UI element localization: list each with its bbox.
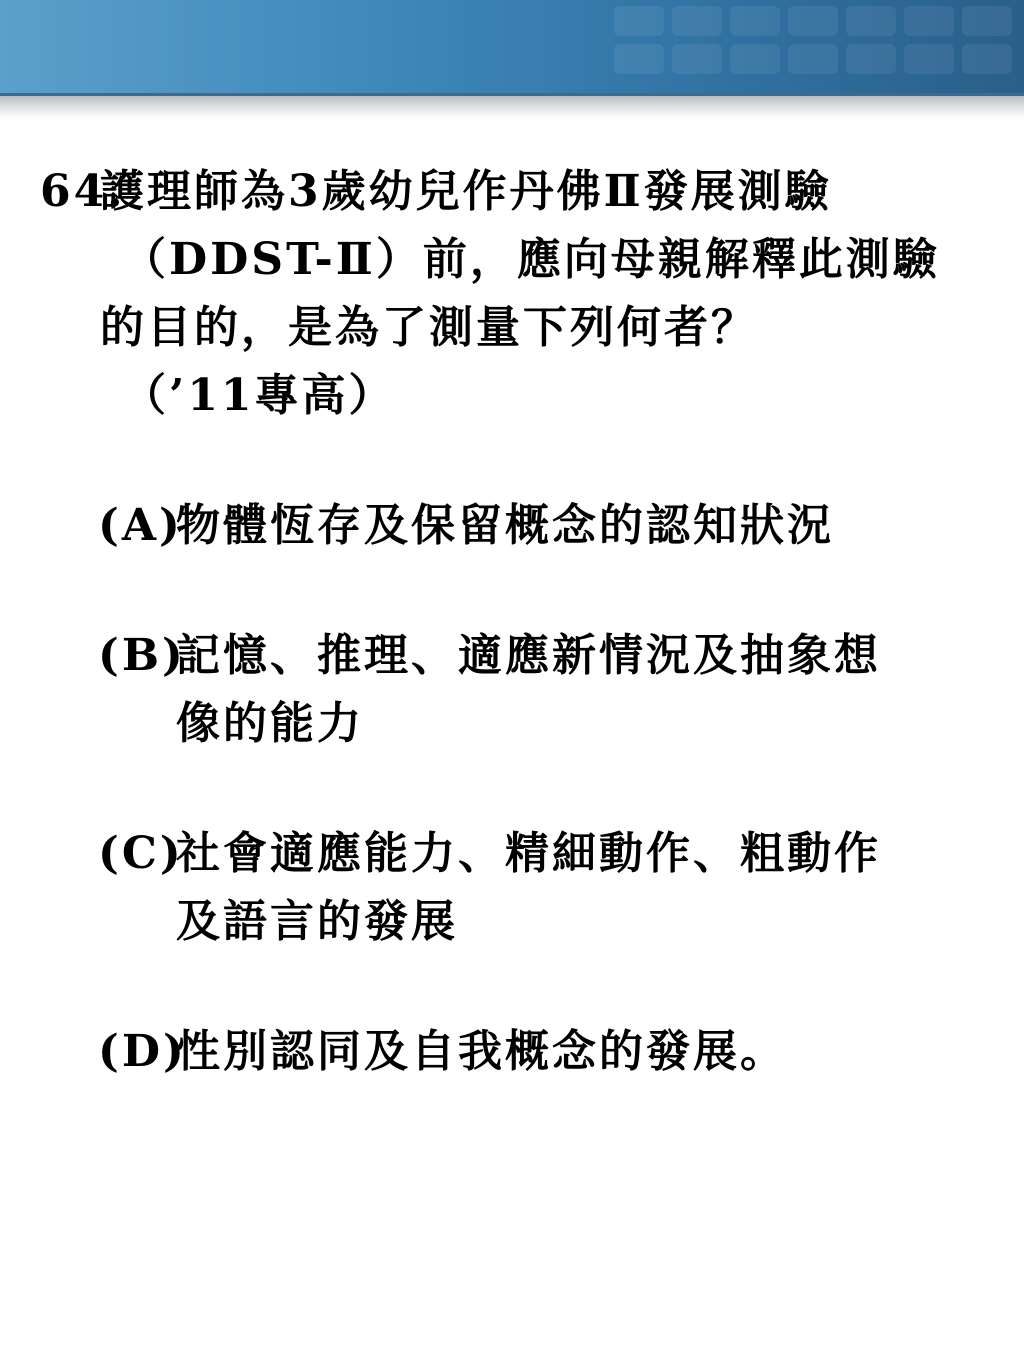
- option-line: 社會適應能力、精細動作、粗動作: [176, 828, 881, 879]
- option-line: 物體恆存及保留概念的認知狀況: [176, 500, 834, 551]
- option-b: [98, 622, 990, 758]
- option-key: (C): [98, 828, 184, 879]
- question-line: （DDST-Ⅱ）前，應向母親解釋此測驗: [122, 234, 940, 285]
- option-key: (D): [98, 1026, 187, 1077]
- option-c: [98, 820, 990, 956]
- option-key: (B): [98, 630, 186, 681]
- question-line: 護理師為3歲幼兒作丹佛Ⅱ發展測驗: [100, 166, 832, 217]
- option-d: [98, 1018, 990, 1086]
- option-text: [176, 1018, 990, 1086]
- header-banner: [0, 0, 1024, 93]
- option-a: [98, 492, 990, 560]
- decorative-tile-pattern: [604, 0, 1024, 93]
- question-line: 的目的，是為了測量下列何者？: [100, 302, 758, 353]
- question: [40, 158, 990, 430]
- option-line: 像的能力: [176, 698, 364, 749]
- question-source: （’11專高）: [122, 370, 396, 421]
- option-text: [176, 820, 990, 956]
- option-key: (A): [98, 500, 183, 551]
- option-line: 性別認同及自我概念的發展。: [176, 1026, 787, 1077]
- question-number: 64.: [40, 166, 126, 217]
- option-line: 及語言的發展: [176, 896, 458, 947]
- question-stem: [100, 158, 990, 430]
- option-line: 記憶、推理、適應新情況及抽象想: [176, 630, 881, 681]
- option-text: [176, 492, 990, 560]
- slide-content: [40, 158, 990, 1086]
- header-shadow: [0, 96, 1024, 118]
- option-text: [176, 622, 990, 758]
